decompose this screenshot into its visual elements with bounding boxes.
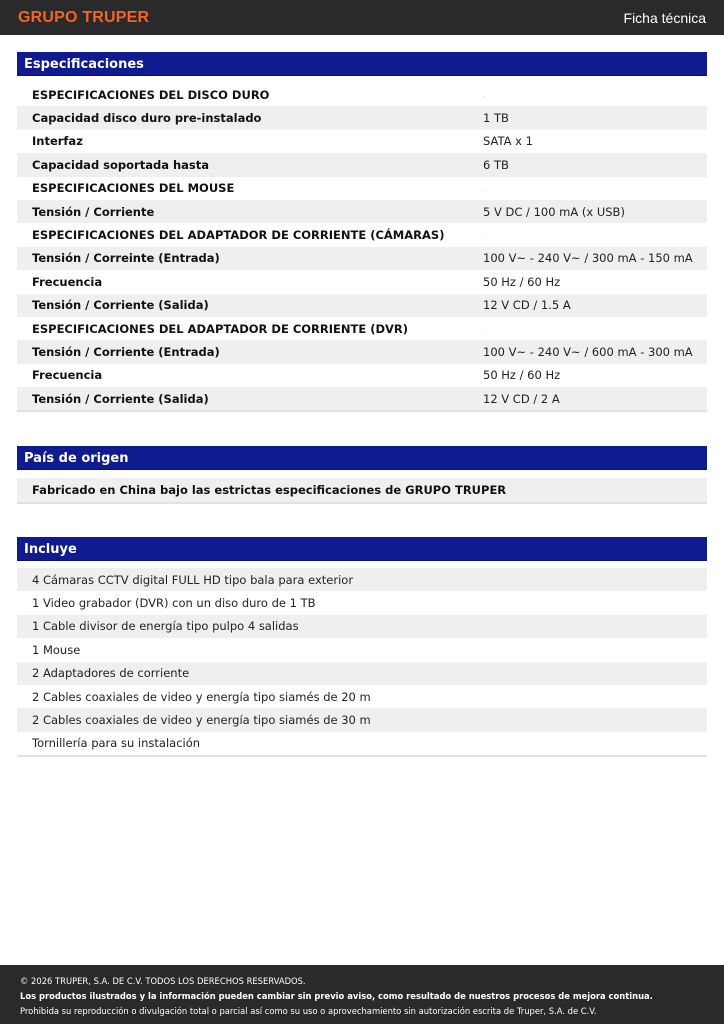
copyright-text: © 2026 TRUPER, S.A. DE C.V. TODOS LOS DERECHOS RESERVADOS.: [20, 976, 306, 986]
spec-value: 12 V CD / 2 A: [483, 391, 560, 406]
include-item: 4 Cámaras CCTV digital FULL HD tipo bala para exterior: [17, 568, 707, 591]
spec-row: [17, 153, 707, 176]
divider: [17, 410, 707, 412]
includes-title: Incluye: [17, 537, 707, 561]
includes-section: [17, 537, 707, 757]
top-bar: [0, 0, 724, 35]
spec-row: [17, 200, 707, 223]
specifications-section: [17, 52, 707, 412]
legal-text: Prohibida su reproducción o divulgación total o parcial así como su uso o aprovechamiento sin autorización escrita de Truper, S.A. de C.V.: [20, 1006, 597, 1016]
divider: [17, 755, 707, 757]
spec-value: .: [483, 324, 486, 334]
spec-row: [17, 364, 707, 387]
includes-list: [17, 568, 707, 755]
origin-text: Fabricado en China bajo las estrictas especificaciones de GRUPO TRUPER: [17, 478, 707, 502]
footer: [0, 965, 724, 1024]
spec-row: [17, 130, 707, 153]
spec-label: ESPECIFICACIONES DEL ADAPTADOR DE CORRIENTE (CÁMARAS): [32, 228, 445, 243]
specifications-table: [17, 76, 707, 410]
spec-label: Tensión / Correinte (Entrada): [32, 251, 220, 266]
include-item: 1 Cable divisor de energía tipo pulpo 4 salidas: [17, 615, 707, 638]
spec-row: [17, 247, 707, 270]
spec-row: [17, 387, 707, 410]
origin-section: [17, 446, 707, 504]
spec-row: [17, 294, 707, 317]
spec-value: .: [483, 183, 486, 193]
spec-label: Interfaz: [32, 134, 83, 149]
spec-label: Tensión / Corriente: [32, 204, 155, 219]
spec-value: .: [483, 230, 486, 240]
include-item: 2 Cables coaxiales de video y energía tipo siamés de 20 m: [32, 689, 371, 704]
disclaimer-text: Los productos ilustrados y la información pueden cambiar sin previo aviso, como resultado de nuestros procesos de mejora continua.: [20, 991, 653, 1001]
divider: [17, 502, 707, 504]
spec-label: Frecuencia: [32, 274, 103, 289]
spec-row: [17, 83, 707, 106]
spec-label: Capacidad disco duro pre-instalado: [32, 111, 262, 126]
spec-label: Capacidad soportada hasta: [32, 157, 210, 172]
spec-value: SATA x 1: [483, 134, 533, 149]
spec-value: 6 TB: [483, 157, 509, 172]
spec-row: [17, 340, 707, 363]
include-item: 1 Video grabador (DVR) con un diso duro de 1 TB: [32, 596, 316, 611]
document-type: Ficha técnica: [623, 9, 706, 26]
specifications-title: Especificaciones: [17, 52, 707, 76]
include-item: 2 Cables coaxiales de video y energía tipo siamés de 30 m: [17, 708, 707, 731]
include-item: 1 Mouse: [32, 642, 81, 657]
spec-row: [17, 177, 707, 200]
spec-row: [17, 106, 707, 129]
spec-label: ESPECIFICACIONES DEL MOUSE: [32, 181, 235, 196]
spec-label: ESPECIFICACIONES DEL DISCO DURO: [32, 87, 270, 102]
brand-logo: GRUPO TRUPER: [18, 8, 150, 26]
spec-value: 1 TB: [483, 111, 509, 126]
spec-label: Tensión / Corriente (Entrada): [32, 344, 220, 359]
spec-value: 50 Hz / 60 Hz: [483, 274, 561, 289]
spec-row: [17, 270, 707, 293]
spec-value: .: [483, 90, 486, 100]
include-item: Tornillería para su instalación: [32, 736, 201, 751]
include-item: 2 Adaptadores de corriente: [17, 662, 707, 685]
spec-value: 50 Hz / 60 Hz: [483, 368, 561, 383]
spec-row: [17, 317, 707, 340]
spec-value: 12 V CD / 1.5 A: [483, 298, 571, 313]
spec-value: 100 V~ - 240 V~ / 300 mA - 150 mA: [483, 251, 693, 266]
spec-value: 100 V~ - 240 V~ / 600 mA - 300 mA: [483, 344, 693, 359]
spec-label: Frecuencia: [32, 368, 103, 383]
spec-row: [17, 223, 707, 246]
spec-label: Tensión / Corriente (Salida): [32, 391, 209, 406]
spec-value: 5 V DC / 100 mA (x USB): [483, 204, 625, 219]
origin-title: País de origen: [17, 446, 707, 470]
spec-label: ESPECIFICACIONES DEL ADAPTADOR DE CORRIENTE (DVR): [32, 321, 409, 336]
spec-label: Tensión / Corriente (Salida): [32, 298, 209, 313]
